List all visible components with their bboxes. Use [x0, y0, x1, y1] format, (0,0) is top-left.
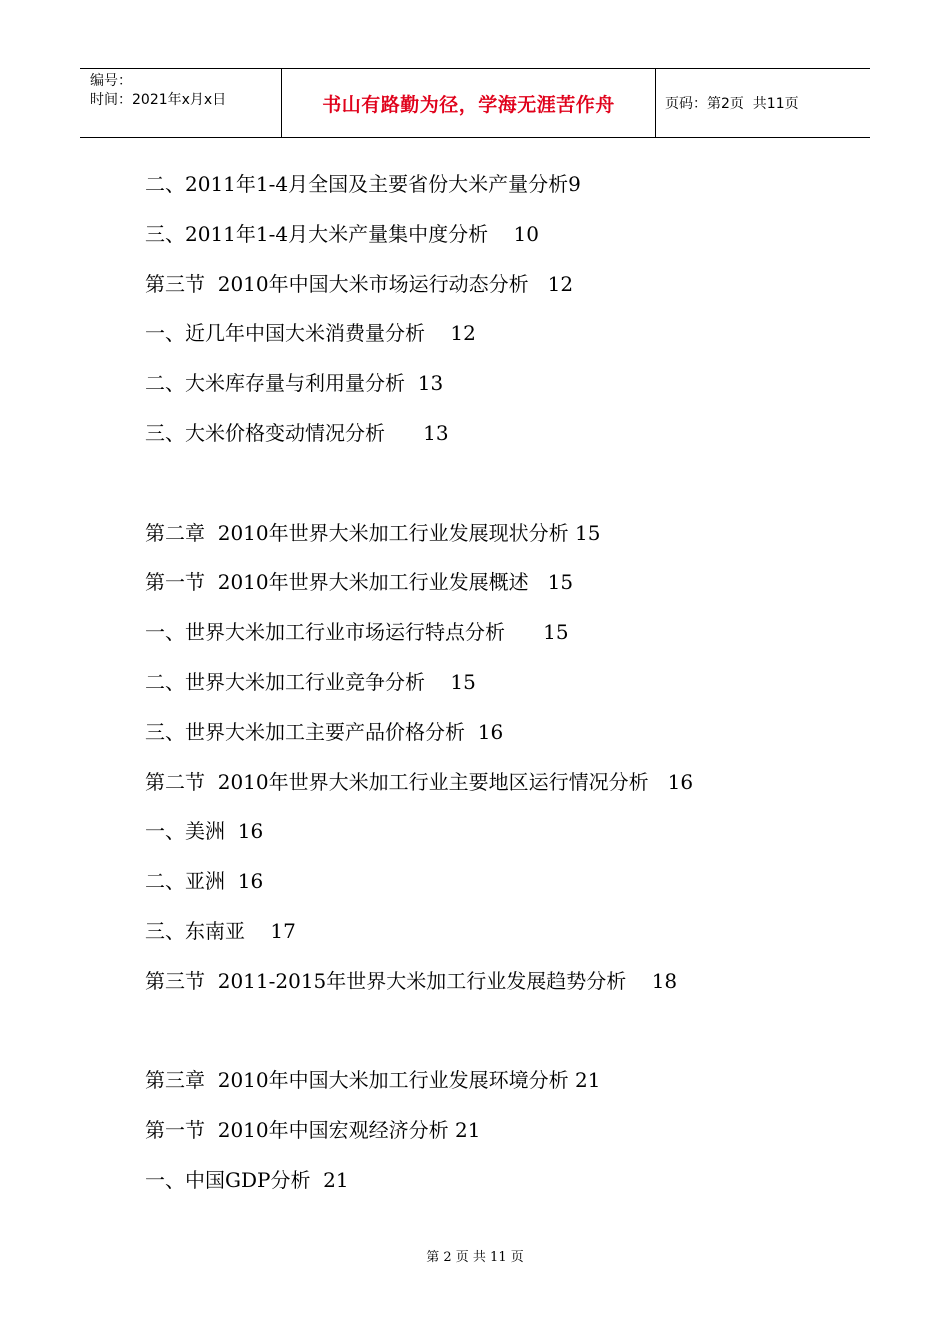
header-meta-cell: [80, 69, 282, 137]
toc-entry: 第一节 2010年中国宏观经济分析 21: [145, 1118, 481, 1143]
toc-entry: 三、东南亚 17: [145, 918, 296, 943]
toc-entry: 二、大米库存量与利用量分析 13: [145, 371, 444, 396]
page-footer: 第 2 页 共 11 页: [426, 1250, 524, 1265]
toc-spacer: [145, 1015, 865, 1065]
toc-entry: 第三节 2011-2015年世界大米加工行业发展趋势分析 18: [145, 968, 678, 993]
toc-entry: 第一节 2010年世界大米加工行业发展概述 15: [145, 570, 574, 595]
toc-entry: 一、中国GDP分析 21: [145, 1167, 349, 1192]
toc-entry: 第三章 2010年中国大米加工行业发展环境分析 21: [145, 1068, 601, 1093]
document-header: [80, 68, 870, 138]
toc-entry: 三、2011年1-4月大米产量集中度分析 10: [145, 221, 539, 246]
toc-entry: 二、亚洲 16: [145, 869, 264, 894]
table-of-contents: [145, 168, 865, 1214]
toc-entry: 三、世界大米加工主要产品价格分析 16: [145, 719, 504, 744]
document-time-label: 时间：2021年x月x日: [90, 92, 227, 108]
toc-entry: 第二节 2010年世界大米加工行业主要地区运行情况分析 16: [145, 769, 694, 794]
toc-entry: 二、世界大米加工行业竞争分析 15: [145, 669, 476, 694]
toc-entry: 一、美洲 16: [145, 819, 264, 844]
header-page-info: 页码：第2页 共11页: [665, 96, 799, 112]
toc-entry: 第二章 2010年世界大米加工行业发展现状分析 15: [145, 520, 601, 545]
toc-entry: 一、近几年中国大米消费量分析 12: [145, 321, 476, 346]
header-motto: 书山有路勤为径，学海无涯苦作舟: [282, 69, 656, 137]
toc-spacer: [145, 467, 865, 517]
toc-entry: 第三节 2010年中国大米市场运行动态分析 12: [145, 271, 574, 296]
toc-entry: 三、大米价格变动情况分析 13: [145, 420, 449, 445]
toc-entry: 二、2011年1-4月全国及主要省份大米产量分析9: [145, 172, 581, 196]
document-number-label: 编号：: [90, 73, 132, 89]
toc-entry: 一、世界大米加工行业市场运行特点分析 15: [145, 620, 569, 645]
